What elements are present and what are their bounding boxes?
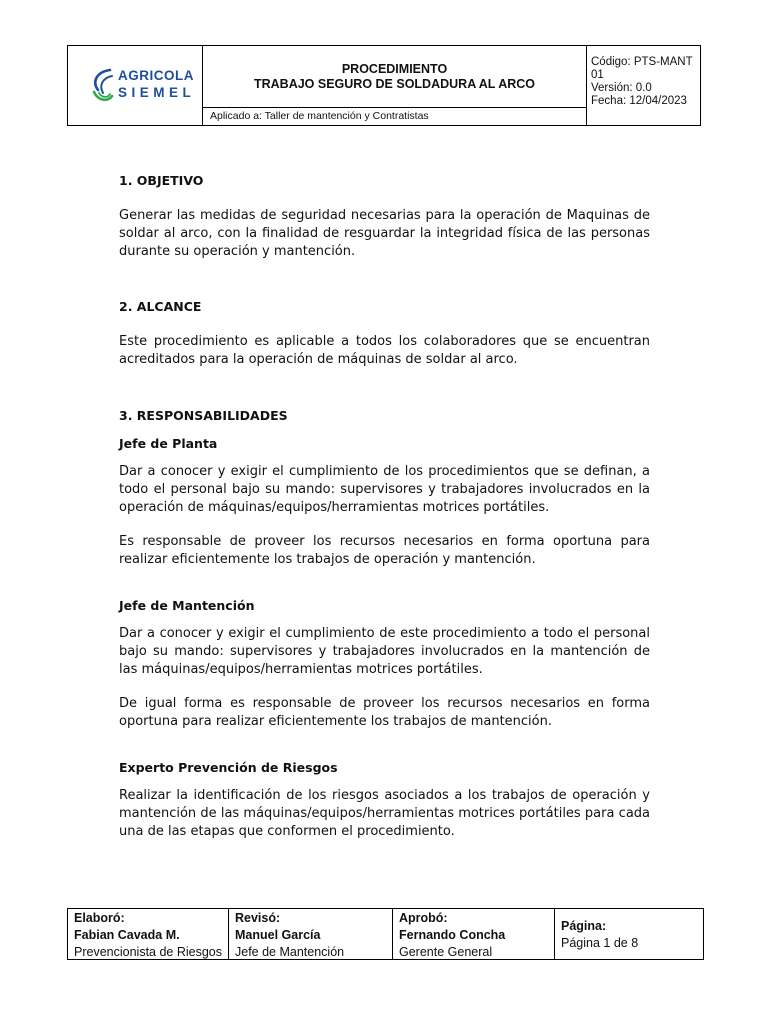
pagina-value: Página 1 de 8: [561, 936, 639, 950]
paragraph-jefe-mantencion-1: Dar a conocer y exigir el cumplimiento de este procedimiento a todo el personal bajo su mando: supervisores y trabajadores involucrados en la mantención de las máquinas/equipos/herramientas motrices portátiles.: [119, 626, 650, 677]
section-heading-objetivo: 1. OBJETIVO: [119, 173, 204, 188]
logo-cell: [68, 46, 203, 125]
paragraph-jefe-planta-1: Dar a conocer y exigir el cumplimiento de los procedimientos que se definan, a todo el personal bajo su mando: supervisores y trabajadores involucrados en la operación de máquinas/equipos/herramientas motrices portátiles.: [119, 464, 650, 515]
doc-title: TRABAJO SEGURO DE SOLDADURA AL ARCO: [253, 77, 536, 91]
footer-reviso: [229, 909, 393, 959]
meta-cell: [587, 46, 700, 125]
doc-code: Código: PTS-MANT: [591, 56, 693, 68]
reviso-name: Manuel García: [235, 928, 321, 942]
aprobo-name: Fernando Concha: [399, 928, 506, 942]
paragraph-jefe-mantencion-2: De igual forma es responsable de proveer los recursos necesarios en forma oportuna para realizar eficientemente los trabajos de mantención.: [119, 696, 650, 729]
reviso-role: Jefe de Mantención: [235, 945, 345, 959]
logo-swirl-icon: [90, 66, 116, 104]
subheading-jefe-mantencion: Jefe de Mantención: [119, 598, 255, 613]
elaboro-role: Prevencionista de Riesgos: [74, 945, 222, 959]
footer-table: [67, 908, 704, 960]
document-body: [119, 172, 650, 841]
footer-pagina: [555, 909, 703, 959]
pagina-label: Página:: [561, 919, 607, 933]
aprobo-label: Aprobó:: [399, 911, 448, 925]
subheading-experto: Experto Prevención de Riesgos: [119, 760, 338, 775]
doc-type-title: PROCEDIMIENTO: [341, 62, 448, 76]
doc-code-suffix: 01: [591, 69, 604, 81]
logo-text-agricola: AGRICOLA: [118, 68, 194, 83]
elaboro-label: Elaboró:: [74, 911, 125, 925]
company-logo: [90, 66, 196, 106]
header-table: [67, 45, 701, 126]
logo-text-siemel: SIEMEL: [118, 85, 196, 100]
reviso-label: Revisó:: [235, 911, 281, 925]
paragraph-jefe-planta-2: Es responsable de proveer los recursos necesarios en forma oportuna para realizar eficientemente los trabajos de operación y mantención.: [119, 534, 650, 567]
footer-aprobo: [393, 909, 555, 959]
subheading-jefe-planta: Jefe de Planta: [119, 436, 218, 451]
footer-elaboro: [68, 909, 229, 959]
paragraph-experto: Realizar la identificación de los riesgos asociados a los trabajos de operación y mantención de las máquinas/equipos/herramientas motrices portátiles para cada una de las etapas que conformen el procedimiento.: [119, 788, 650, 839]
elaboro-name: Fabian Cavada M.: [74, 928, 180, 942]
paragraph-objetivo: Generar las medidas de seguridad necesarias para la operación de Maquinas de soldar al arco, con la finalidad de resguardar la integridad física de las personas durante su operación y mantención.: [119, 208, 650, 259]
paragraph-alcance: Este procedimiento es aplicable a todos los colaboradores que se encuentran acreditados para la operación de máquinas de soldar al arco.: [119, 334, 650, 367]
applied-to: Aplicado a: Taller de mantención y Contratistas: [203, 108, 587, 125]
title-cell: [203, 46, 587, 108]
section-heading-responsabilidades: 3. RESPONSABILIDADES: [119, 408, 288, 423]
doc-version: Versión: 0.0: [591, 82, 652, 94]
doc-date: Fecha: 12/04/2023: [591, 95, 687, 107]
aprobo-role: Gerente General: [399, 945, 493, 959]
section-heading-alcance: 2. ALCANCE: [119, 299, 202, 314]
